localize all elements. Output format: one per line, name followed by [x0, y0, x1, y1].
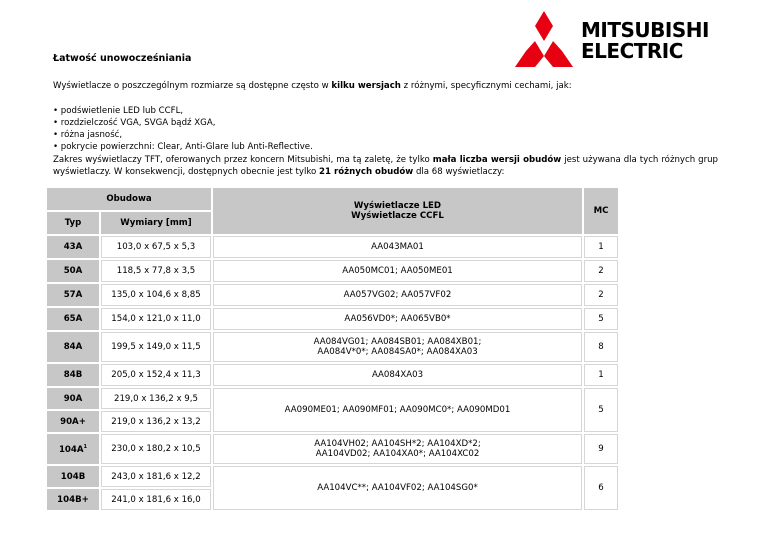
table-row: 84A 199,5 x 149,0 x 11,5 AA084VG01; AA084SB01; AA084XB01; AA084V*0*; AA084SA0*; AA084XA03 8 [47, 332, 618, 362]
page-title: Łatwość unowocześniania [53, 53, 192, 64]
summary-paragraph: Zakres wyświetlaczy TFT, oferowanych przez koncern Mitsubishi, ma tą zaletę, że tylko mała liczba wersji obudów jest używana dla tych różnych grup wyświetlaczy. W konsekwencji, dostępnych obecnie jest tylko 21 różnych obudów dla 68 wyświetlaczy: [53, 155, 719, 177]
header-mc: MC [584, 188, 618, 234]
three-diamonds-icon [513, 10, 575, 68]
list-item: • pokrycie powierzchni: Clear, Anti-Glare lub Anti-Reflective. [53, 142, 313, 152]
feature-list [53, 105, 718, 153]
table-row: 104B+ 241,0 x 181,6 x 16,0 [47, 489, 618, 510]
header-dims: Wymiary [mm] [101, 212, 211, 234]
table-row: 104B 243,0 x 181,6 x 12,2 AA104VC**; AA104VF02; AA104SG0* 6 [47, 466, 618, 487]
header-type: Typ [47, 212, 99, 234]
table-row: 90A+ 219,0 x 136,2 x 13,2 [47, 411, 618, 432]
table-row: 43A 103,0 x 67,5 x 5,3 AA043MA01 1 [47, 236, 618, 258]
table-row: 57A 135,0 x 104,6 x 8,85 AA057VG02; AA057VF02 2 [47, 284, 618, 306]
table-row: 84B 205,0 x 152,4 x 11,3 AA084XA03 1 [47, 364, 618, 386]
header-housing: Obudowa [47, 188, 211, 210]
table-row: $104A^1$ 230,0 x 180,2 x 10,5 AA104VH02; AA104SH*2; AA104XD*2; AA104VD02; AA104XA0*; AA104XC02 9 [47, 434, 618, 464]
mitsubishi-electric-logo [513, 10, 709, 70]
header-displays: Wyświetlacze LED Wyświetlacze CCFL [213, 188, 582, 234]
table-row: 65A 154,0 x 121,0 x 11,0 AA056VD0*; AA065VB0* 5 [47, 308, 618, 330]
table-row: 90A 219,0 x 136,2 x 9,5 AA090ME01; AA090MF01; AA090MC0*; AA090MD01 5 [47, 388, 618, 409]
housing-table [45, 186, 620, 512]
list-item: • podświetlenie LED lub CCFL, [53, 106, 184, 116]
list-item: • różna jasność, [53, 130, 123, 140]
list-item: • rozdzielczość VGA, SVGA bądź XGA, [53, 118, 216, 128]
logo-text: MITSUBISHI ELECTRIC [581, 18, 709, 63]
table-row: 50A 118,5 x 77,8 x 3,5 AA050MC01; AA050ME01 2 [47, 260, 618, 282]
intro-paragraph: Wyświetlacze o poszczególnym rozmiarze są dostępne często w kilku wersjach z różnymi, specyficznymi cechami, jak: [53, 81, 572, 91]
